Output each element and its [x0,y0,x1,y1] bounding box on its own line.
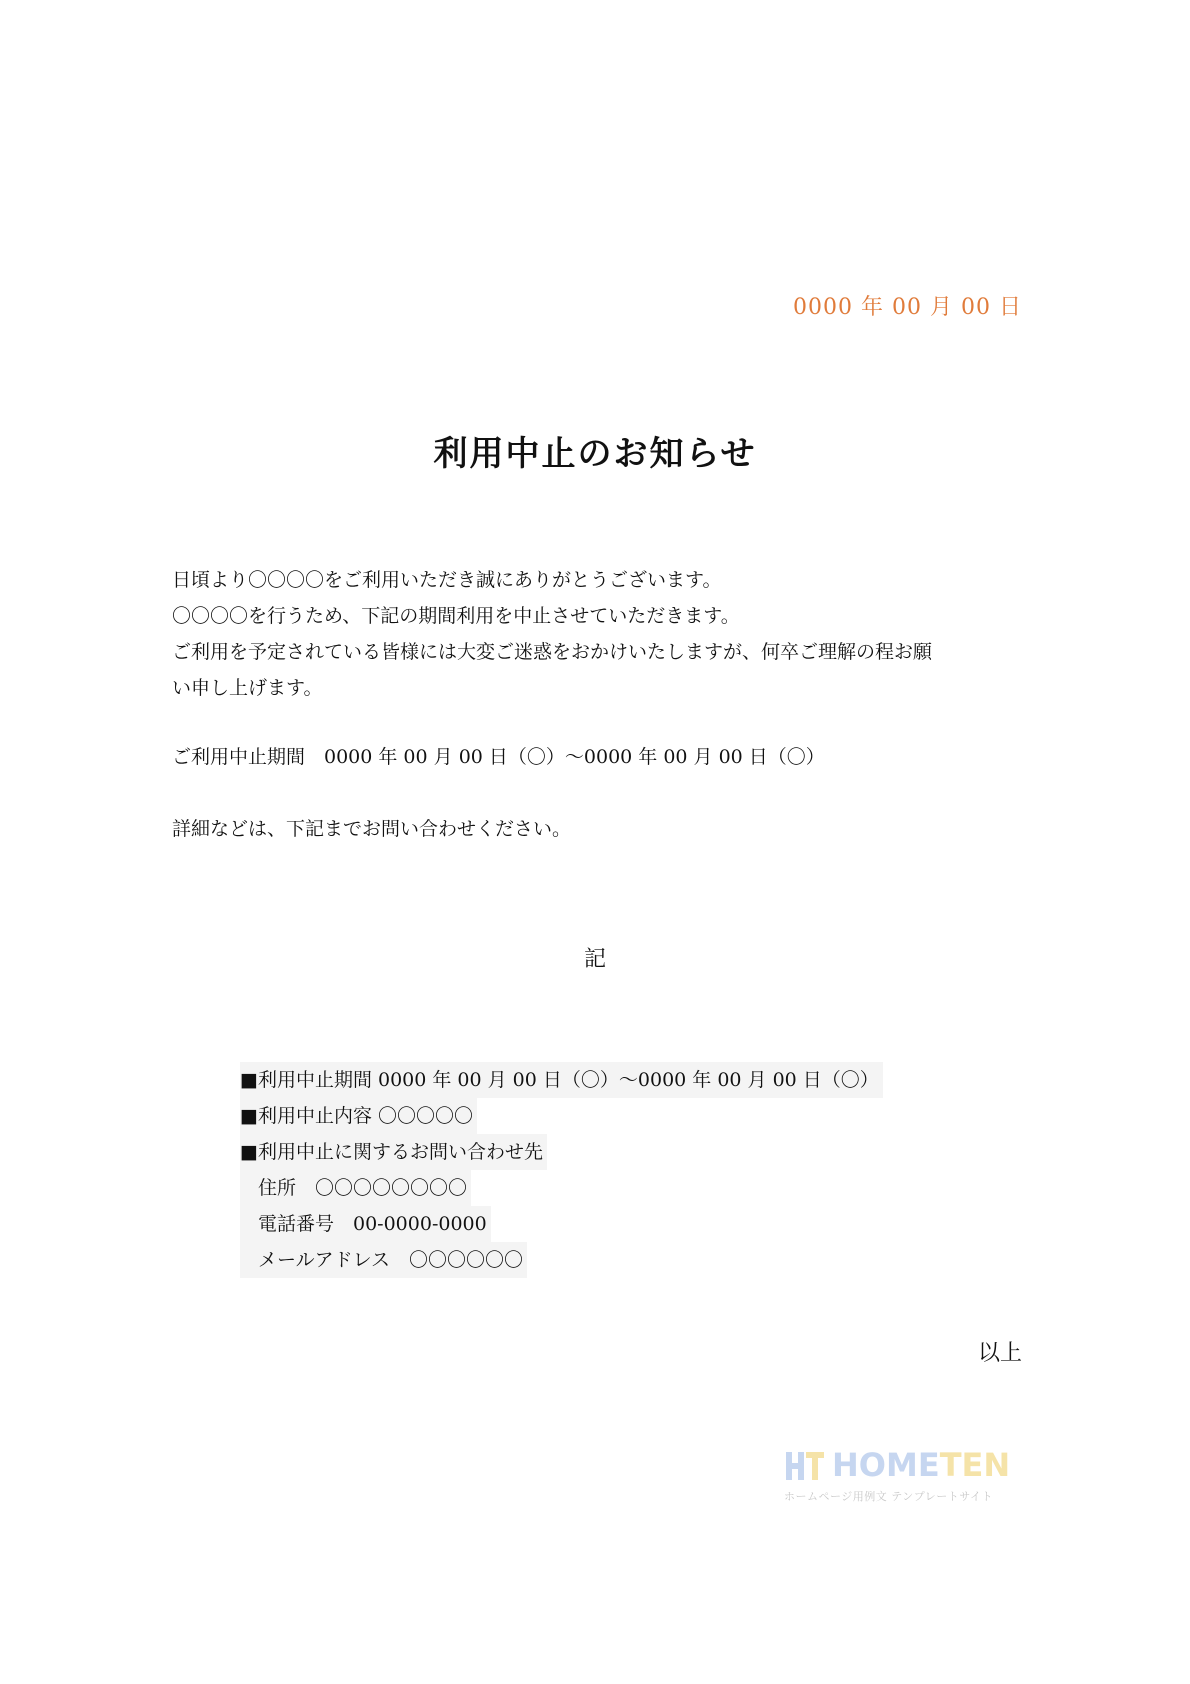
hometen-logo-icon [784,1448,826,1484]
list-item-contact-heading: ■利用中止に関するお問い合わせ先 [240,1134,547,1170]
list-item-phone: 電話番号 00-0000-0000 [240,1206,491,1242]
list-item-period: ■利用中止期間 0000 年 00 月 00 日（〇）～0000 年 00 月 00 日（〇） [240,1062,883,1098]
closing-ijou: 以上 [977,1341,1022,1366]
paragraph-line: ご利用を予定されている皆様には大変ご迷惑をおかけいたしますが、何卒ご理解の程お願 [172,641,933,663]
details-line: 詳細などは、下記までお問い合わせください。 [172,818,572,840]
document-date: 0000 年 00 月 00 日 [793,295,1022,320]
document-title: 利用中止のお知らせ [433,434,757,474]
logo-wordmark [832,1446,1010,1484]
intro-paragraph [172,562,1022,706]
paragraph-line: 日頃より〇〇〇〇をご利用いただき誠にありがとうございます。 [172,569,722,591]
hometen-logo [784,1446,1014,1506]
detail-list [240,1062,883,1278]
paragraph-line: 〇〇〇〇を行うため、下記の期間利用を中止させていただきます。 [172,605,740,627]
logo-subtitle: ホームページ用例文 テンプレートサイト [784,1490,994,1503]
list-item-email: メールアドレス 〇〇〇〇〇〇 [240,1242,527,1278]
logo-home-text: HOME [832,1446,940,1484]
logo-ten-text: TEN [939,1446,1011,1484]
suspension-period-line: ご利用中止期間 0000 年 00 月 00 日（〇）～0000 年 00 月 00 日（〇） [172,746,825,768]
paragraph-line: い申し上げます。 [172,677,323,699]
ki-heading: 記 [583,947,606,972]
list-item-content: ■利用中止内容 〇〇〇〇〇 [240,1098,477,1134]
list-item-address: 住所 〇〇〇〇〇〇〇〇 [240,1170,471,1206]
